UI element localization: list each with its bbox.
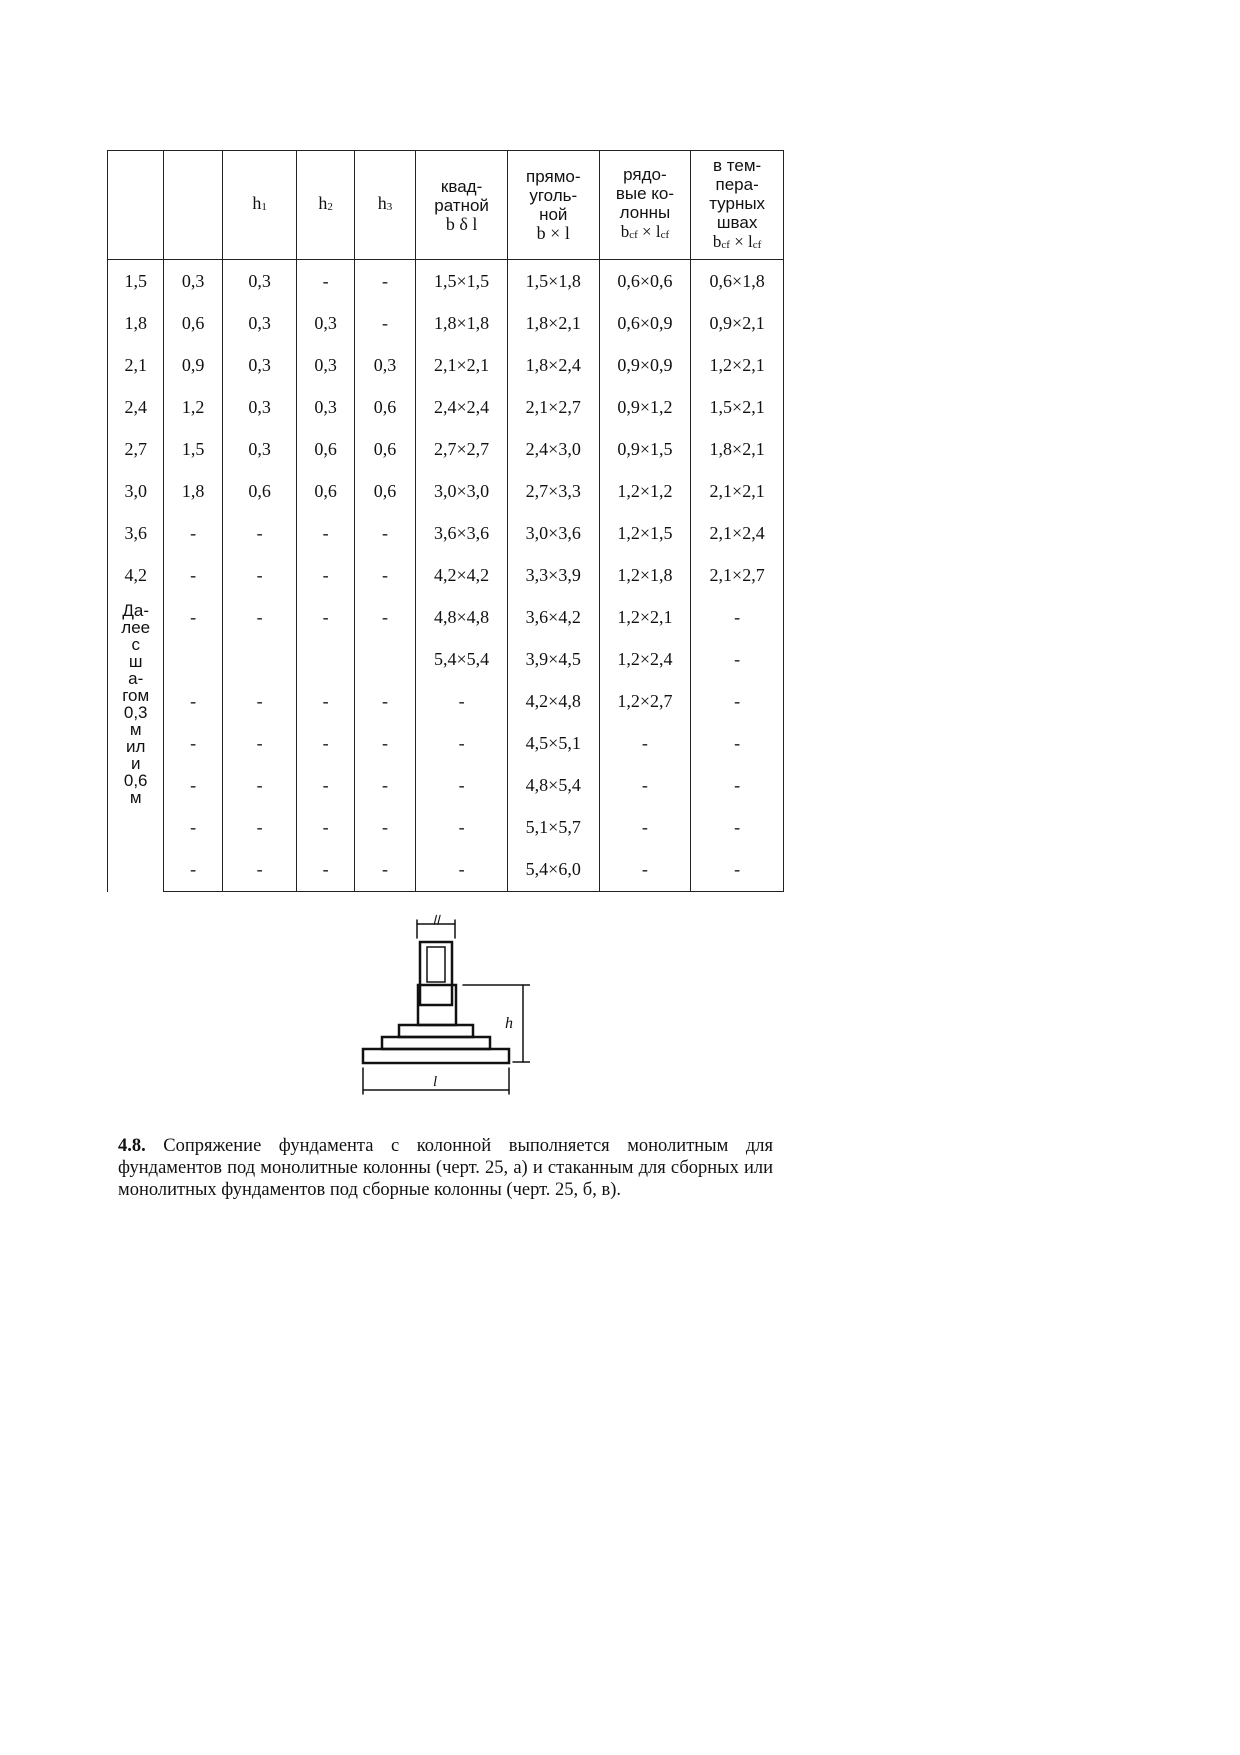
table-cell: - <box>164 596 222 638</box>
table-cell: - <box>354 260 415 303</box>
table-cell: - <box>354 807 415 849</box>
table-cell: - <box>416 723 508 765</box>
table-cell: - <box>354 765 415 807</box>
table-cell: 0,3 <box>222 428 297 470</box>
cell-width-b: 1,5 <box>108 260 164 303</box>
table-row <box>108 302 784 344</box>
step-note-line: а- <box>128 669 144 689</box>
table-cell: 0,3 <box>297 302 354 344</box>
table-cell <box>164 638 222 680</box>
table-cell: - <box>691 723 784 765</box>
step-note-line: ил <box>125 737 146 757</box>
table-cell: - <box>222 765 297 807</box>
table-cell: - <box>297 554 354 596</box>
table-cell: - <box>297 681 354 723</box>
cell-width-b: 4,2 <box>108 554 164 596</box>
table-cell: 4,2×4,2 <box>416 554 508 596</box>
step-note-line: и <box>130 754 141 774</box>
table-cell: 0,6×1,8 <box>691 260 784 303</box>
table-cell: 0,9×2,1 <box>691 302 784 344</box>
table-cell: - <box>297 849 354 892</box>
table-cell: 0,3 <box>222 386 297 428</box>
table-cell: 0,9×1,2 <box>599 386 691 428</box>
table-cell: 0,9×0,9 <box>599 344 691 386</box>
table-cell: - <box>297 512 354 554</box>
table-cell: 2,1×2,1 <box>416 344 508 386</box>
table-cell: 4,8×5,4 <box>507 765 599 807</box>
table-cell: 2,1×2,4 <box>691 512 784 554</box>
table-cell: 0,6 <box>354 470 415 512</box>
table-cell: 5,4×6,0 <box>507 849 599 892</box>
table-cell: 4,2×4,8 <box>507 681 599 723</box>
table-cell: 4,8×4,8 <box>416 596 508 638</box>
step-1 <box>399 1025 473 1037</box>
table-cell: 1,8×1,8 <box>416 302 508 344</box>
table-cell: 1,2×1,8 <box>599 554 691 596</box>
table-cell: 0,6 <box>164 302 222 344</box>
table-cell: 1,2×2,7 <box>599 681 691 723</box>
table-cell: - <box>164 849 222 892</box>
table-cell: - <box>691 807 784 849</box>
paragraph-text: Сопряжение фундамента с колонной выполняется монолитным для фундаментов под монолитные колонны (черт. 25, а) и стаканным для сборных или монолитных фундаментов под сборные колонны (черт. 25, б, в). <box>118 1136 773 1200</box>
table-row <box>108 681 784 723</box>
table-cell: - <box>354 723 415 765</box>
table-cell: - <box>222 849 297 892</box>
foundation-dimensions-table <box>107 150 784 892</box>
table-cell: - <box>691 681 784 723</box>
step-note-line: с <box>131 635 140 655</box>
table-row <box>108 554 784 596</box>
table-cell: 0,6 <box>222 470 297 512</box>
table-cell: - <box>222 512 297 554</box>
table-cell: - <box>599 807 691 849</box>
cell-width-b: 3,0 <box>108 470 164 512</box>
header-h3: $h_3$ <box>354 151 415 260</box>
table-cell: - <box>354 849 415 892</box>
table-cell: - <box>164 765 222 807</box>
table-cell: - <box>297 260 354 303</box>
table-cell: 5,4×5,4 <box>416 638 508 680</box>
table-cell: 0,6 <box>354 428 415 470</box>
table-cell: - <box>691 596 784 638</box>
table-cell: 1,5×1,8 <box>507 260 599 303</box>
paragraph-4-8 <box>118 1135 773 1201</box>
table-row <box>108 849 784 892</box>
table-cell: 2,4×2,4 <box>416 386 508 428</box>
header-row-columns: рядо- вые ко- лонны $b_{cf} \times l_{cf}$ <box>599 151 691 260</box>
table-cell: 0,6 <box>297 428 354 470</box>
step-2 <box>382 1037 490 1049</box>
table-row <box>108 386 784 428</box>
table-row <box>108 807 784 849</box>
step-note-line: Да- <box>122 601 150 621</box>
table-cell: 1,5×2,1 <box>691 386 784 428</box>
step-note-line: гом <box>122 686 150 706</box>
table-cell: 2,4×3,0 <box>507 428 599 470</box>
table-cell: - <box>599 765 691 807</box>
foundation-sketch <box>355 910 530 1105</box>
table-cell: 1,2×2,1 <box>691 344 784 386</box>
table-cell: - <box>599 723 691 765</box>
table-cell: 1,2×2,1 <box>599 596 691 638</box>
table-cell: - <box>354 681 415 723</box>
table-row <box>108 765 784 807</box>
column-outline <box>420 942 452 1005</box>
table-cell: - <box>297 723 354 765</box>
table-cell: - <box>599 849 691 892</box>
table-row <box>108 260 784 303</box>
table-cell: 1,2×1,5 <box>599 512 691 554</box>
table-cell: 0,3 <box>354 344 415 386</box>
table-cell: 0,3 <box>222 344 297 386</box>
step-note-line: 0,6 <box>123 771 148 791</box>
table-cell: 1,8 <box>164 470 222 512</box>
header-cell-1 <box>108 151 164 260</box>
table-cell: - <box>691 638 784 680</box>
step-note-line: м <box>129 720 142 740</box>
table-cell: 3,0×3,6 <box>507 512 599 554</box>
header-h2: $h_2$ <box>297 151 354 260</box>
figure-label-h: h <box>505 1015 513 1032</box>
table-row <box>108 638 784 680</box>
header-rectangular: прямо- уголь- ной b × l <box>507 151 599 260</box>
table-cell: 0,6×0,9 <box>599 302 691 344</box>
table-cell: 0,6 <box>354 386 415 428</box>
step-note-line: ш <box>128 652 143 672</box>
cell-step-note <box>108 596 164 891</box>
step-note-line: м <box>129 788 142 808</box>
table-cell: 4,5×5,1 <box>507 723 599 765</box>
table-cell: - <box>354 302 415 344</box>
table-cell: 1,2 <box>164 386 222 428</box>
table-cell: - <box>297 596 354 638</box>
table-cell: 0,9×1,5 <box>599 428 691 470</box>
header-cell-2 <box>164 151 222 260</box>
table-row <box>108 470 784 512</box>
table-cell: 3,0×3,0 <box>416 470 508 512</box>
cell-width-b: 2,7 <box>108 428 164 470</box>
table-cell: - <box>354 596 415 638</box>
table-row <box>108 344 784 386</box>
table-cell: - <box>416 849 508 892</box>
table-cell: 0,3 <box>297 386 354 428</box>
table-cell: 0,3 <box>297 344 354 386</box>
table-row <box>108 596 784 638</box>
table-cell <box>222 638 297 680</box>
table-cell: 2,1×2,7 <box>691 554 784 596</box>
table-row <box>108 428 784 470</box>
header-h1: $h_1$ <box>222 151 297 260</box>
step-note-line: лее <box>121 618 151 638</box>
table-cell: 1,5 <box>164 428 222 470</box>
table-cell: - <box>222 807 297 849</box>
cell-width-b: 1,8 <box>108 302 164 344</box>
table-cell: 0,9 <box>164 344 222 386</box>
table-cell: 1,8×2,4 <box>507 344 599 386</box>
table-cell: - <box>222 723 297 765</box>
header-square: квад- ратной b δ l <box>416 151 508 260</box>
cell-width-b: 2,4 <box>108 386 164 428</box>
table-row <box>108 512 784 554</box>
table-cell: - <box>222 554 297 596</box>
column-inner <box>427 947 445 982</box>
table-cell: - <box>222 681 297 723</box>
table-cell: 5,1×5,7 <box>507 807 599 849</box>
table-cell: 2,1×2,1 <box>691 470 784 512</box>
table-cell: - <box>164 512 222 554</box>
header-temperature-joints: в тем- пера- турных швах $b_{cf} \times l_{cf}$ <box>691 151 784 260</box>
table-cell: 2,7×3,3 <box>507 470 599 512</box>
table-cell: - <box>416 807 508 849</box>
table-cell: - <box>297 765 354 807</box>
table-cell: 1,2×2,4 <box>599 638 691 680</box>
table-cell: - <box>691 765 784 807</box>
table-cell: 0,6 <box>297 470 354 512</box>
table-cell: 0,3 <box>222 260 297 303</box>
table-cell: 0,6×0,6 <box>599 260 691 303</box>
table-cell: 1,8×2,1 <box>691 428 784 470</box>
table-cell: 2,1×2,7 <box>507 386 599 428</box>
cell-width-b: 3,6 <box>108 512 164 554</box>
table-cell: 1,2×1,2 <box>599 470 691 512</box>
table-cell <box>354 638 415 680</box>
table-cell: 3,6×4,2 <box>507 596 599 638</box>
table-cell: - <box>164 554 222 596</box>
table-cell: - <box>416 681 508 723</box>
table-cell <box>297 638 354 680</box>
table-cell: 0,3 <box>222 302 297 344</box>
table-cell: - <box>691 849 784 892</box>
table-cell: - <box>354 512 415 554</box>
table-cell: 3,3×3,9 <box>507 554 599 596</box>
table-cell: - <box>416 765 508 807</box>
table-header-row <box>108 151 784 260</box>
figure-label-l: l <box>433 1074 438 1090</box>
table-cell: 1,5×1,5 <box>416 260 508 303</box>
table-cell: 0,3 <box>164 260 222 303</box>
table-cell: 3,9×4,5 <box>507 638 599 680</box>
table-row <box>108 723 784 765</box>
table-cell: - <box>354 554 415 596</box>
cell-width-b: 2,1 <box>108 344 164 386</box>
table-cell: 2,7×2,7 <box>416 428 508 470</box>
table-cell: 3,6×3,6 <box>416 512 508 554</box>
table-cell: - <box>222 596 297 638</box>
figure-label-top: ꞁꞁ <box>433 910 441 925</box>
step-note-line: 0,3 <box>123 703 148 723</box>
paragraph-number: 4.8. <box>118 1136 146 1156</box>
table-cell: - <box>164 723 222 765</box>
table-cell: - <box>297 807 354 849</box>
table-cell: - <box>164 681 222 723</box>
step-3 <box>363 1049 509 1063</box>
table-cell: 1,8×2,1 <box>507 302 599 344</box>
table-cell: - <box>164 807 222 849</box>
